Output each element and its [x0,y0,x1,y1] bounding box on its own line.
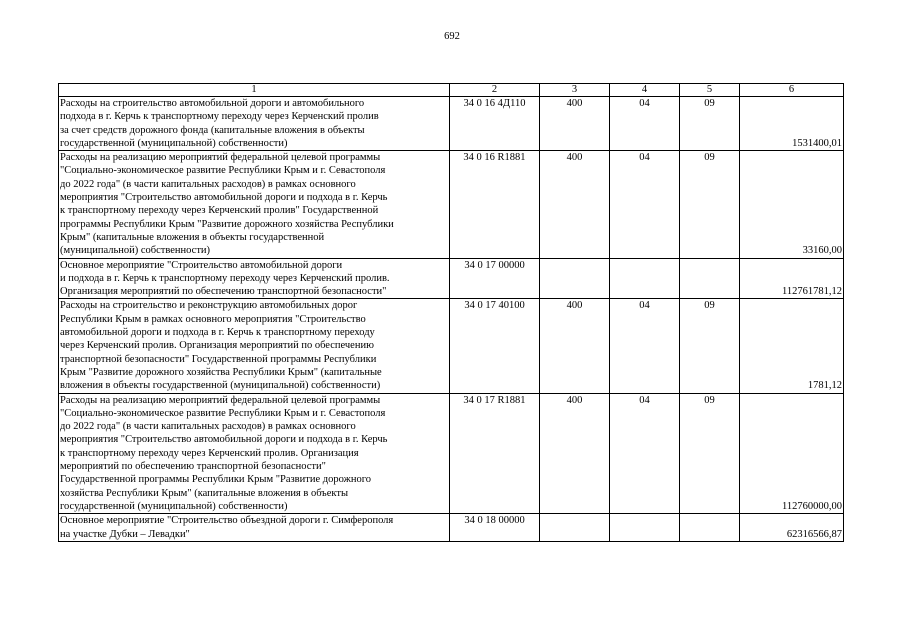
target-article-code: 34 0 17 R1881 [450,393,540,514]
subsection-code: 09 [680,97,740,151]
section-code [610,514,680,542]
expense-type-code: 400 [540,299,610,393]
row-description: Расходы на реализацию мероприятий федеральной целевой программы "Социально-экономическое развитие Республики Крым и г. Севастополя до 2022 года" (в части капитальных расходов) в рамках основного мероприятия "Строительство автомобильной дороги и подхода в г. Керчь к транспортному переходу через Керченский пролив. Организация мероприятий по обеспечению транспортной безопасности" Государственной программы Республики Крым "Развитие дорожного хозяйства Республики Крым" (капитальные вложения в объекты государственной (муниципальной) собственности) [59,393,450,514]
subsection-code: 09 [680,299,740,393]
subsection-code [680,258,740,299]
expense-type-code [540,514,610,542]
table-row [59,299,844,393]
amount-value: 33160,00 [740,151,844,258]
column-header-row [59,84,844,97]
row-description: Основное мероприятие "Строительство автомобильной дороги и подхода в г. Керчь к транспортному переходу через Керченский пролив. Организация мероприятий по обеспечению транспортной безопасности" [59,258,450,299]
amount-value: 112760000,00 [740,393,844,514]
subsection-code: 09 [680,393,740,514]
row-description: Основное мероприятие "Строительство объездной дороги г. Симферополя на участке Дубки – Левадки" [59,514,450,542]
amount-value: 1781,12 [740,299,844,393]
section-code: 04 [610,97,680,151]
column-header: 3 [540,84,610,97]
column-header: 6 [740,84,844,97]
budget-table-body [59,84,844,542]
section-code: 04 [610,151,680,258]
budget-table [58,83,844,542]
column-header: 5 [680,84,740,97]
row-description: Расходы на строительство и реконструкцию автомобильных дорог Республики Крым в рамках основного мероприятия "Строительство автомобильной дороги и подхода в г. Керчь к транспортному переходу через Керченский пролив. Организация мероприятий по обеспечению транспортной безопасности" Государственной программы Республики Крым "Развитие дорожного хозяйства Республики Крым" (капитальные вложения в объекты государственной (муниципальной) собственности) [59,299,450,393]
expense-type-code [540,258,610,299]
row-description: Расходы на строительство автомобильной дороги и автомобильного подхода в г. Керчь к транспортному переходу через Керченский пролив за счет средств дорожного фонда (капитальные вложения в объекты государственной (муниципальной) собственности) [59,97,450,151]
target-article-code: 34 0 16 R1881 [450,151,540,258]
row-description: Расходы на реализацию мероприятий федеральной целевой программы "Социально-экономическое развитие Республики Крым и г. Севастополя до 2022 года" (в части капитальных расходов) в рамках основного мероприятия "Строительство автомобильной дороги и подхода в г. Керчь к транспортному переходу через Керченский пролив" Государственной программы Республики Крым "Развитие дорожного хозяйства Республики Крым" (капитальные вложения в объекты государственной (муниципальной) собственности) [59,151,450,258]
section-code: 04 [610,393,680,514]
target-article-code: 34 0 17 00000 [450,258,540,299]
table-row [59,151,844,258]
page-number: 692 [444,31,460,42]
target-article-code: 34 0 16 4Д110 [450,97,540,151]
expense-type-code: 400 [540,151,610,258]
subsection-code: 09 [680,151,740,258]
table-row [59,258,844,299]
section-code [610,258,680,299]
target-article-code: 34 0 17 40100 [450,299,540,393]
target-article-code: 34 0 18 00000 [450,514,540,542]
amount-value: 1531400,01 [740,97,844,151]
column-header: 2 [450,84,540,97]
amount-value: 62316566,87 [740,514,844,542]
section-code: 04 [610,299,680,393]
table-row [59,514,844,542]
table-row [59,97,844,151]
subsection-code [680,514,740,542]
column-header: 4 [610,84,680,97]
expense-type-code: 400 [540,393,610,514]
table-row [59,393,844,514]
column-header: 1 [59,84,450,97]
amount-value: 112761781,12 [740,258,844,299]
expense-type-code: 400 [540,97,610,151]
